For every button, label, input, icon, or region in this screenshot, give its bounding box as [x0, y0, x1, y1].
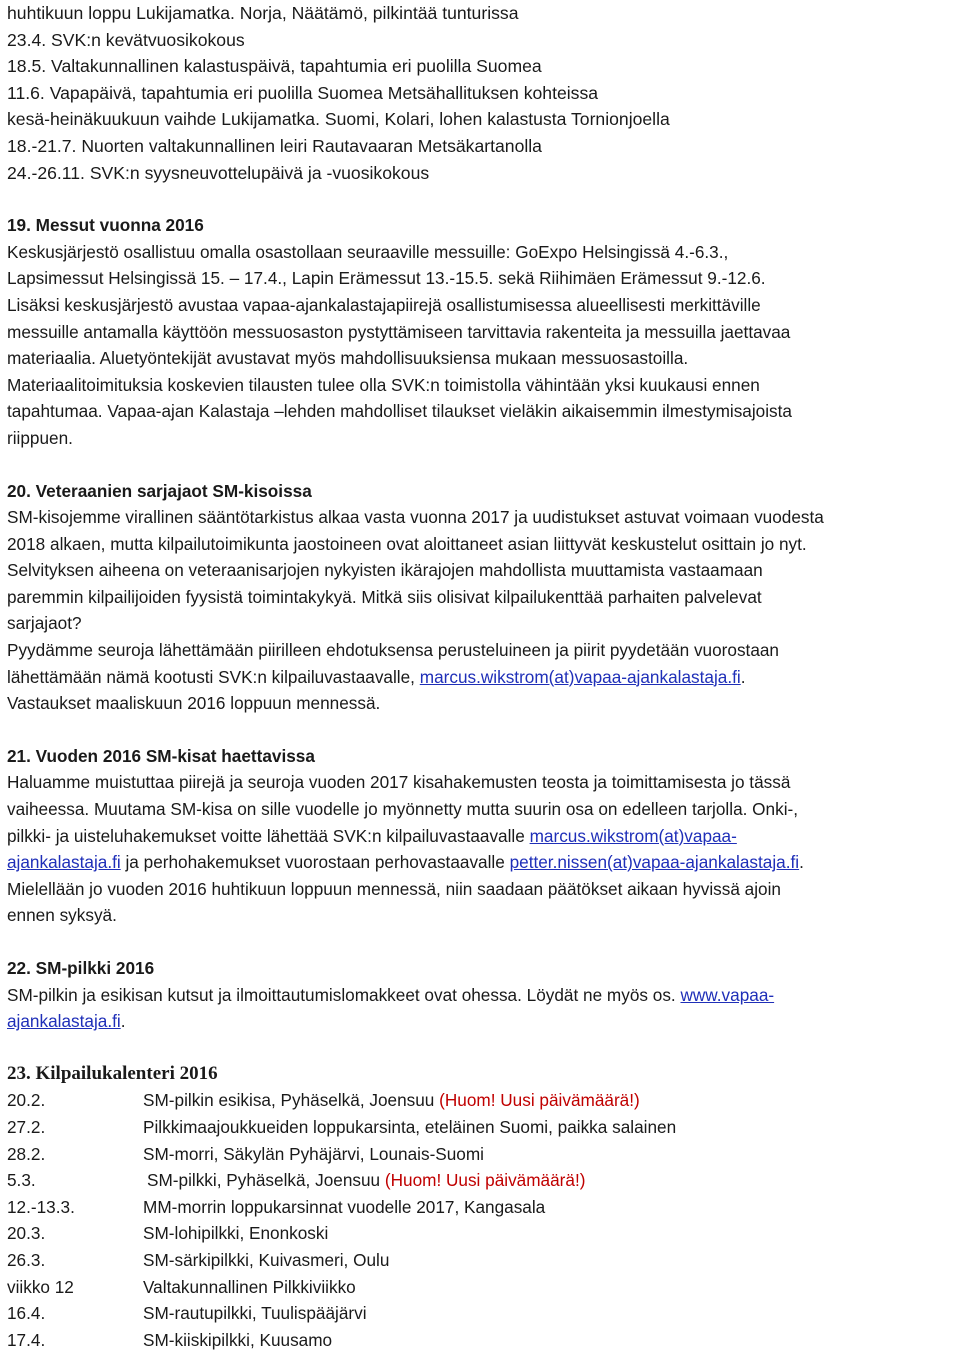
paragraph-line: Pyydämme seuroja lähettämään piirilleen ehdotuksensa perusteluineen ja piirit pyydetään vuorostaan	[7, 640, 779, 661]
paragraph-line: SM-kisojemme virallinen sääntötarkistus alkaa vasta vuonna 2017 ja uudistukset astuvat voimaan vuodesta	[7, 507, 824, 528]
calendar-row	[7, 1141, 957, 1168]
event-line: 11.6. Vapapäivä, tapahtumia eri puolilla Suomea Metsähallituksen kohteissa	[7, 82, 599, 103]
paragraph-line: messuille antamalla käyttöön messuosaston pystyttämiseen tarvittavia rakenteita ja messuilla jaettavaa	[7, 321, 791, 342]
paragraph-line: Vastaukset maaliskuun 2016 loppuun mennessä.	[7, 693, 381, 714]
calendar-date: 27.2.	[7, 1116, 46, 1137]
paragraph-line: tapahtumaa. Vapaa-ajan Kalastaja –lehden mahdolliset tilaukset vieläkin aikaisemmin ilmestymisajoista	[7, 401, 792, 422]
paragraph-line: 2018 alkaen, mutta kilpailutoimikunta jaostoineen ovat aloittaneet asian liittyvät keskustelut osittain jo nyt.	[7, 533, 807, 554]
calendar-date: 16.4.	[7, 1303, 46, 1324]
section-heading: 22. SM-pilkki 2016	[7, 958, 155, 978]
calendar-event: SM-lohipilkki, Enonkoski	[143, 1223, 329, 1244]
calendar-row	[7, 1300, 957, 1327]
calendar-row	[7, 1194, 957, 1221]
paragraph-line: paremmin kilpailijoiden fyysistä toimintakykyä. Mitkä siis olisivat kilpailukenttää parhaiten palvelevat	[7, 586, 762, 607]
paragraph-line: pilkki- ja uisteluhakemukset voitte lähettää SVK:n kilpailuvastaavalle marcus.wikstrom(at)vapaa-	[7, 825, 737, 846]
paragraph-line: Materiaalitoimituksia koskevien tilausten tulee olla SVK:n toimistolla vähintään yksi kuukausi ennen	[7, 374, 760, 395]
competition-calendar	[7, 1087, 957, 1353]
email-link-marcus-cont[interactable]: ajankalastaja.fi	[7, 852, 121, 873]
calendar-date: 26.3.	[7, 1249, 46, 1270]
paragraph-line: Haluamme muistuttaa piirejä ja seuroja vuoden 2017 kisahakemusten teosta ja toimittamisesta jo tässä	[7, 772, 791, 793]
website-link[interactable]: www.vapaa-	[680, 984, 775, 1005]
paragraph-line: SM-pilkin ja esikisan kutsut ja ilmoittautumislomakkeet ovat ohessa. Löydät ne myös os. www.vapaa-	[7, 984, 775, 1005]
calendar-date: 28.2.	[7, 1143, 46, 1164]
calendar-date: 20.3.	[7, 1223, 46, 1244]
calendar-row	[7, 1274, 957, 1301]
paragraph-line: ajankalastaja.fi.	[7, 1011, 126, 1032]
calendar-row	[7, 1167, 957, 1194]
paragraph-line: riippuen.	[7, 427, 73, 448]
event-line: 18.5. Valtakunnallinen kalastuspäivä, tapahtumia eri puolilla Suomea	[7, 56, 542, 77]
calendar-event: SM-pilkki, Pyhäselkä, Joensuu (Huom! Uusi päivämäärä!)	[147, 1170, 586, 1191]
event-line: 18.-21.7. Nuorten valtakunnallinen leiri Rautavaaran Metsäkartanolla	[7, 135, 542, 156]
calendar-event: Pilkkimaajoukkueiden loppukarsinta, eteläinen Suomi, paikka salainen	[143, 1116, 677, 1137]
paragraph-line: Keskusjärjestö osallistuu omalla osastollaan seuraaville messuille: GoExpo Helsingissä 4.-6.3.,	[7, 241, 729, 262]
calendar-date: 5.3.	[7, 1170, 36, 1191]
section-22	[7, 955, 957, 1035]
calendar-date: 12.-13.3.	[7, 1196, 75, 1217]
date-change-note: (Huom! Uusi päivämäärä!)	[384, 1170, 586, 1191]
calendar-event: SM-rautupilkki, Tuulispääjärvi	[143, 1303, 367, 1324]
calendar-event: MM-morrin loppukarsinnat vuodelle 2017, Kangasala	[143, 1196, 546, 1217]
calendar-event: SM-kiiskipilkki, Kuusamo	[143, 1329, 333, 1350]
calendar-event: SM-särkipilkki, Kuivasmeri, Oulu	[143, 1249, 390, 1270]
email-link-marcus[interactable]: marcus.wikstrom(at)vapaa-	[529, 825, 737, 846]
paragraph-line: sarjajaot?	[7, 613, 82, 634]
website-link-cont[interactable]: ajankalastaja.fi	[7, 1011, 121, 1032]
section-heading: 21. Vuoden 2016 SM-kisat haettavissa	[7, 745, 315, 766]
section-23	[7, 1061, 957, 1353]
paragraph-line: Lisäksi keskusjärjestö avustaa vapaa-ajankalastajapiirejä osallistumisessa alueellisesti merkittäville	[7, 294, 761, 315]
paragraph-line: Lapsimessut Helsingissä 15. – 17.4., Lapin Erämessut 13.-15.5. sekä Riihimäen Erämessut 9.-12.6.	[7, 268, 766, 289]
event-line: 23.4. SVK:n kevätvuosikokous	[7, 29, 245, 50]
section-heading: 20. Veteraanien sarjajaot SM-kisoissa	[7, 480, 312, 501]
paragraph-line: materiaalia. Aluetyöntekijät avustavat myös mahdollisuuksiensa mukaan messuosastoilla.	[7, 348, 689, 369]
section-20	[7, 478, 957, 717]
event-line: 24.-26.11. SVK:n syysneuvottelupäivä ja -vuosikokous	[7, 162, 430, 183]
section-21	[7, 743, 957, 929]
calendar-date: viikko 12	[7, 1276, 74, 1297]
calendar-row	[7, 1327, 957, 1353]
email-link-petter[interactable]: petter.nissen(at)vapaa-ajankalastaja.fi	[509, 852, 800, 873]
calendar-row	[7, 1247, 957, 1274]
paragraph-line: ennen syksyä.	[7, 905, 117, 926]
email-link-marcus[interactable]: marcus.wikstrom(at)vapaa-ajankalastaja.fi	[419, 666, 741, 687]
paragraph-line: Selvityksen aiheena on veteraanisarjojen nykyisten ikärajojen mahdollista muuttamista vastaamaan	[7, 560, 763, 581]
calendar-row	[7, 1114, 957, 1141]
section-heading: 19. Messut vuonna 2016	[7, 215, 204, 236]
calendar-event: Valtakunnallinen Pilkkiviikko	[143, 1276, 356, 1297]
paragraph-line: lähettämään nämä kootusti SVK:n kilpailuvastaavalle, marcus.wikstrom(at)vapaa-ajankalastaja.fi.	[7, 666, 746, 687]
document-page	[7, 0, 957, 1353]
event-list-top	[7, 0, 957, 186]
paragraph-line: Mielellään jo vuoden 2016 huhtikuun loppuun mennessä, niin saadaan päätökset aikaan hyvissä ajoin	[7, 878, 781, 899]
section-19	[7, 212, 957, 451]
date-change-note: (Huom! Uusi päivämäärä!)	[439, 1090, 640, 1111]
calendar-date: 17.4.	[7, 1329, 46, 1350]
event-line: kesä-heinäkuukuun vaihde Lukijamatka. Suomi, Kolari, lohen kalastusta Tornionjoella	[7, 109, 670, 130]
paragraph-line: ajankalastaja.fi ja perhohakemukset vuorostaan perhovastaavalle petter.nissen(at)vapaa-ajankalastaja.fi.	[7, 852, 804, 873]
paragraph-line: vaiheessa. Muutama SM-kisa on sille vuodelle jo myönnetty mutta suurin osa on edelleen tarjolla. Onki-,	[7, 799, 799, 820]
calendar-event: SM-morri, Säkylän Pyhäjärvi, Lounais-Suomi	[143, 1143, 485, 1164]
section-heading: 23. Kilpailukalenteri 2016	[7, 1062, 218, 1084]
event-line: huhtikuun loppu Lukijamatka. Norja, Näätämö, pilkintää tunturissa	[7, 3, 519, 23]
calendar-event: SM-pilkin esikisa, Pyhäselkä, Joensuu (Huom! Uusi päivämäärä!)	[143, 1090, 640, 1111]
calendar-row	[7, 1220, 957, 1247]
calendar-date: 20.2.	[7, 1090, 46, 1111]
calendar-row	[7, 1087, 957, 1114]
